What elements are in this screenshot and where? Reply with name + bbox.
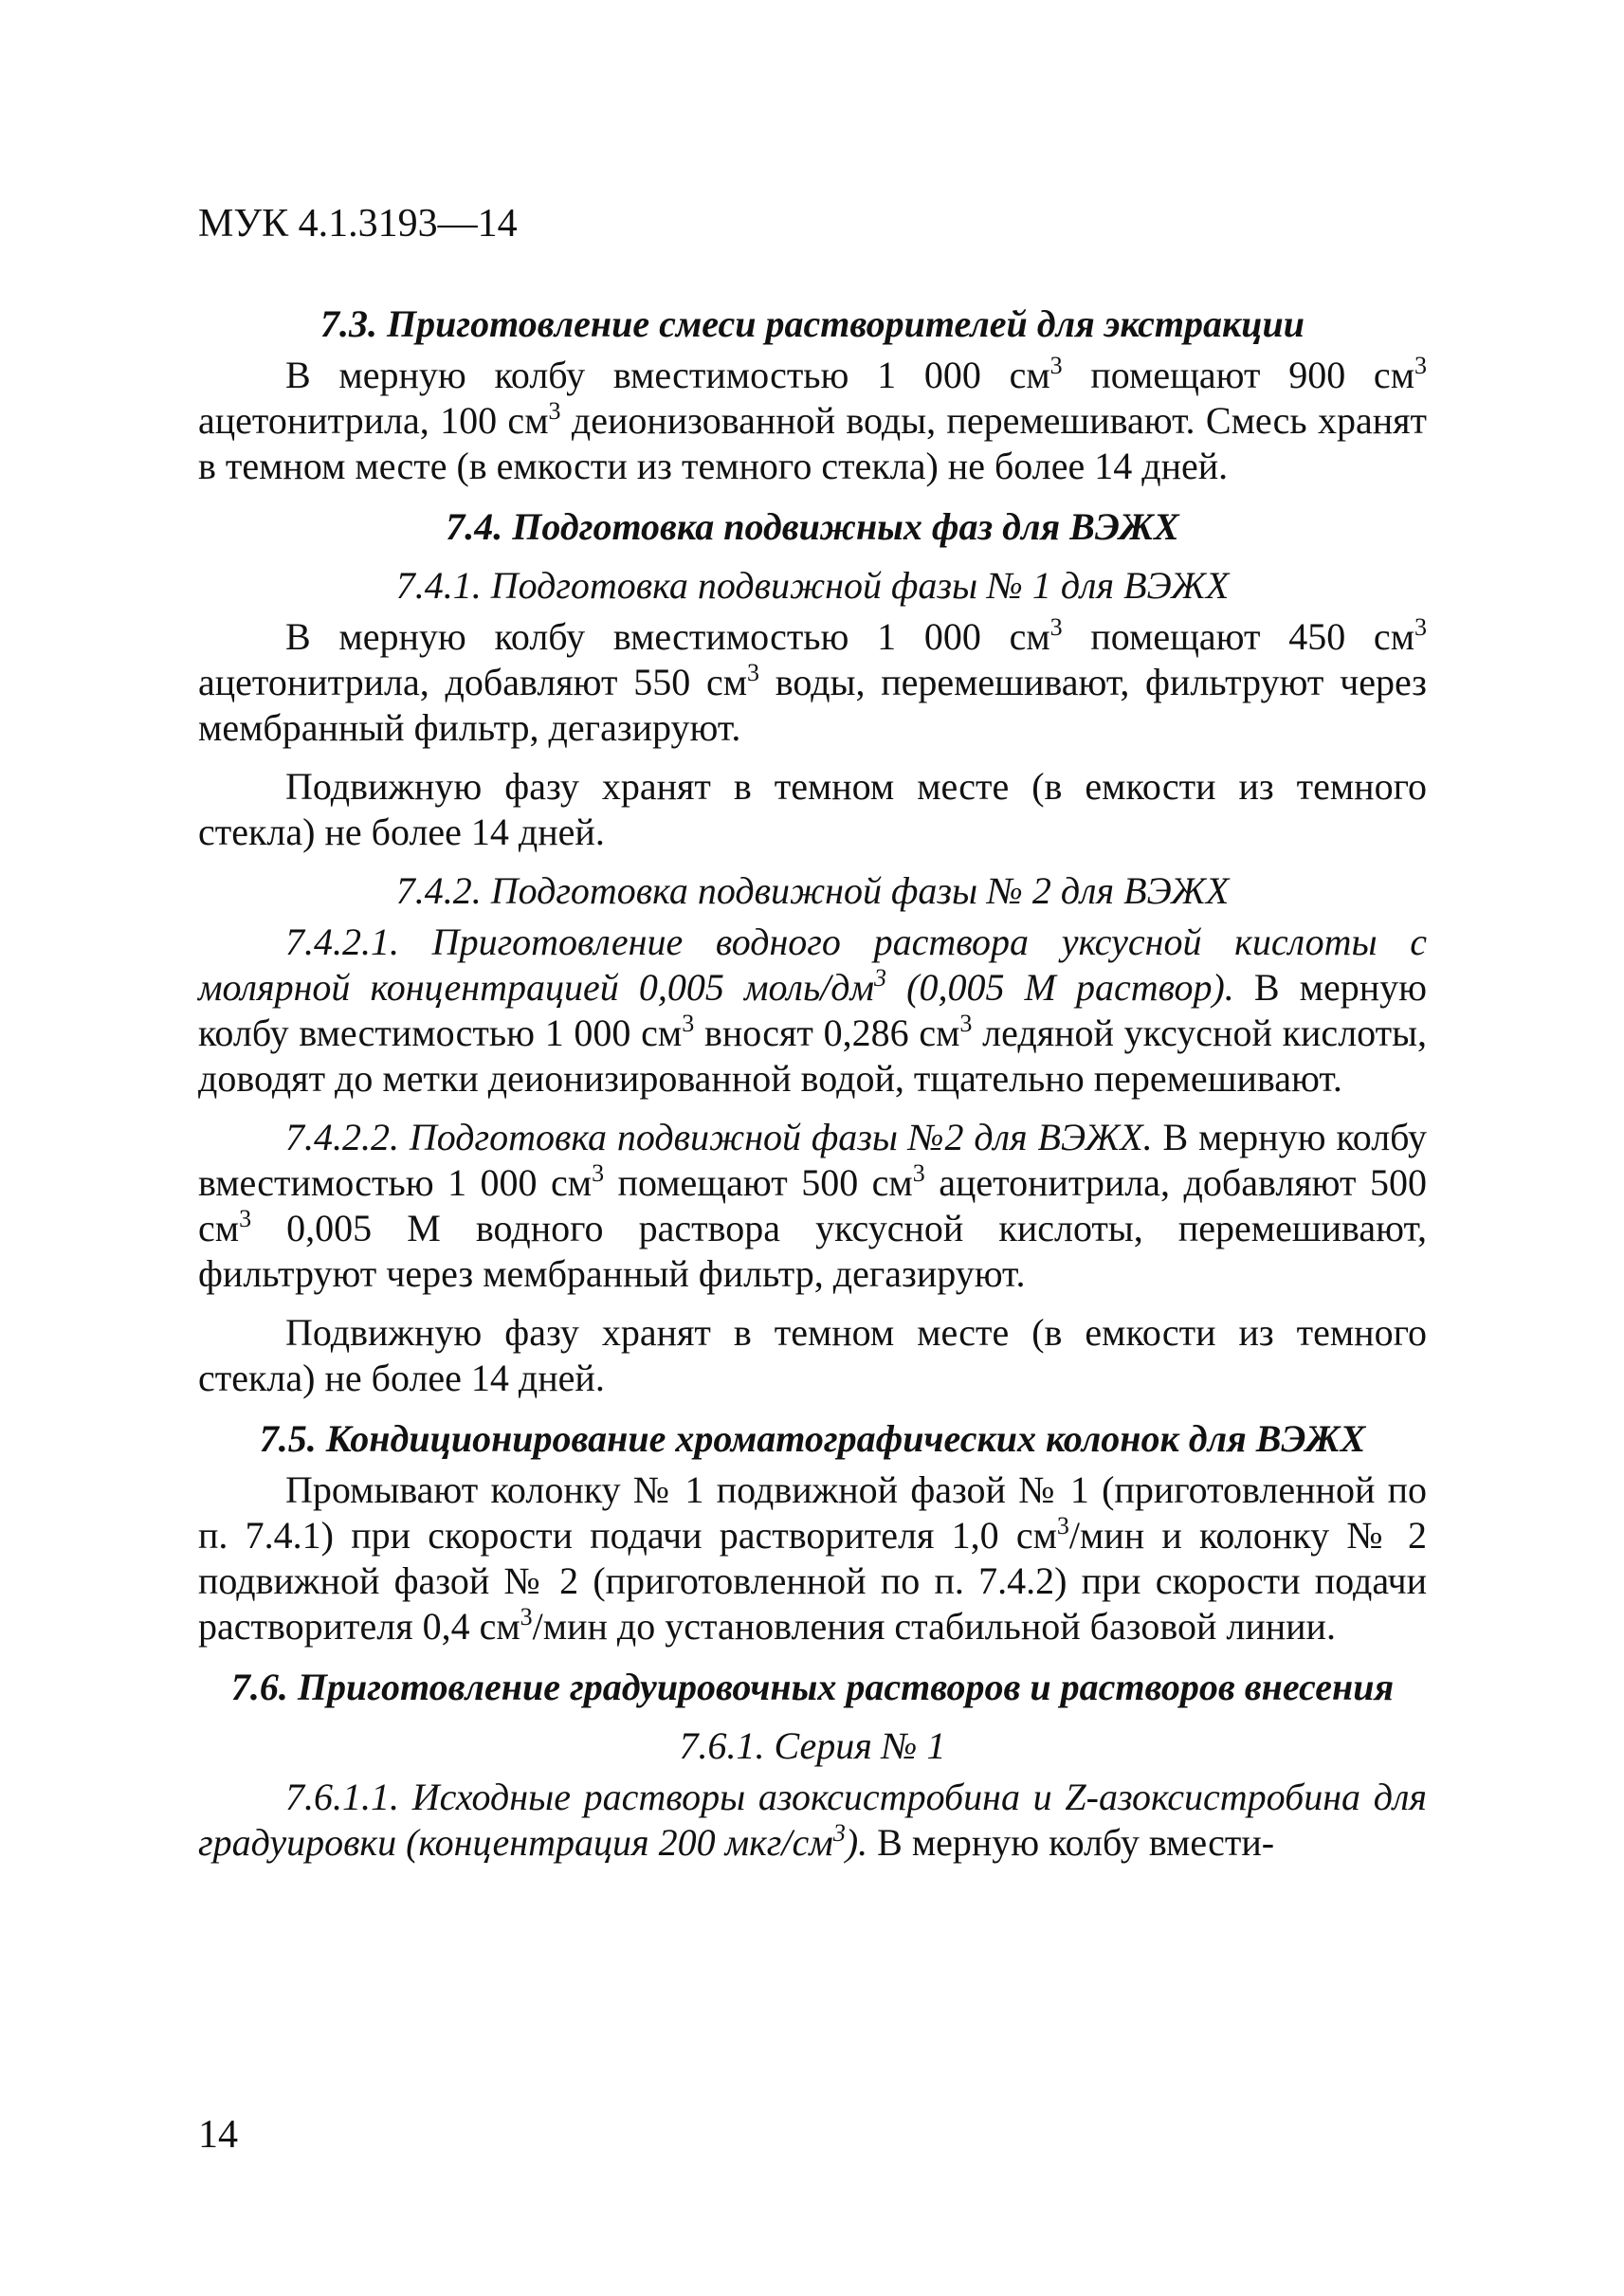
section-7-4-1-storage-paragraph: Подвижную фазу хранят в темном месте (в емкости из темного стекла) не более 14 дней. xyxy=(198,765,1427,853)
section-7-4-2-1-paragraph: 7.4.2.1. Приготовление водного раствора уксусной кислоты с молярной концентрацией 0,005 моль/$дм^3$ (0,005 М раствор). В мерную колбу вместимостью 1 000 $см^3$ вносят 0,286 $см^3$ ледяной уксусной кислоты, доводят до метки деионизированной водой, тщательно перемешивают. xyxy=(198,920,1427,1100)
section-7-3-heading: 7.3. Приготовление смеси растворителей для экстракции xyxy=(320,302,1305,345)
section-7-5-paragraph: Промывают колонку № 1 подвижной фазой № 1 (приготовленной по п. 7.4.1) при скорости подачи растворителя 1,0 $см^3$/мин и колонку № 2 подвижной фазой № 2 (приготовленной по п. 7.4.2) при скорости подачи растворителя 0,4 $см^3$/мин до установления стабильной базовой линии. xyxy=(198,1468,1428,1648)
page-number: 14 xyxy=(198,2113,238,2157)
section-7-4-1-paragraph: В мерную колбу вместимостью 1 000 $см^3$ помещают 450 $см^3$ ацетонитрила, добавляют 550 $см^3$ воды, перемешивают, фильтруют через мембранный фильтр, дегазируют. xyxy=(198,613,1428,749)
section-7-6-heading: 7.6. Приготовление градуировочных растворов и растворов внесения xyxy=(230,1666,1395,1708)
section-7-6-1-heading: 7.6.1. Серия № 1 xyxy=(679,1724,946,1767)
section-7-4-2-heading: 7.4.2. Подготовка подвижной фазы № 2 для ВЭЖХ xyxy=(395,869,1230,912)
section-7-3-paragraph: В мерную колбу вместимостью 1 000 $см^3$ помещают 900 $см^3$ ацетонитрила, 100 $см^3$ деионизованной воды, перемешивают. Смесь хранят в темном месте (в емкости из темного стекла) не более 14 дней. xyxy=(198,352,1428,487)
section-7-4-2-storage-paragraph: Подвижную фазу хранят в темном месте (в емкости из темного стекла) не более 14 дней. xyxy=(198,1311,1427,1399)
page-content xyxy=(198,301,1427,1866)
section-7-6-1-1-paragraph: 7.6.1.1. Исходные растворы азоксистробина и Z-азоксистробина для градуировки (концентрация 200 мкг/$см^3$). В мерную колбу вмести- xyxy=(198,1776,1427,1864)
section-7-4-1-heading: 7.4.1. Подготовка подвижной фазы № 1 для ВЭЖХ xyxy=(395,564,1230,607)
section-7-4-2-2-paragraph: 7.4.2.2. Подготовка подвижной фазы №2 для ВЭЖХ. В мерную колбу вместимостью 1 000 $см^3$ помещают 500 $см^3$ ацетонитрила, добавляют 500 $см^3$ 0,005 М водного раствора уксусной кислоты, перемешивают, фильтруют через мембранный фильтр, дегазируют. xyxy=(198,1116,1427,1295)
section-7-4-heading: 7.4. Подготовка подвижных фаз для ВЭЖХ xyxy=(446,505,1179,548)
document-code-header: МУК 4.1.3193—14 xyxy=(198,202,518,246)
section-7-5-heading: 7.5. Кондиционирование хроматографических колонок для ВЭЖХ xyxy=(259,1417,1366,1460)
